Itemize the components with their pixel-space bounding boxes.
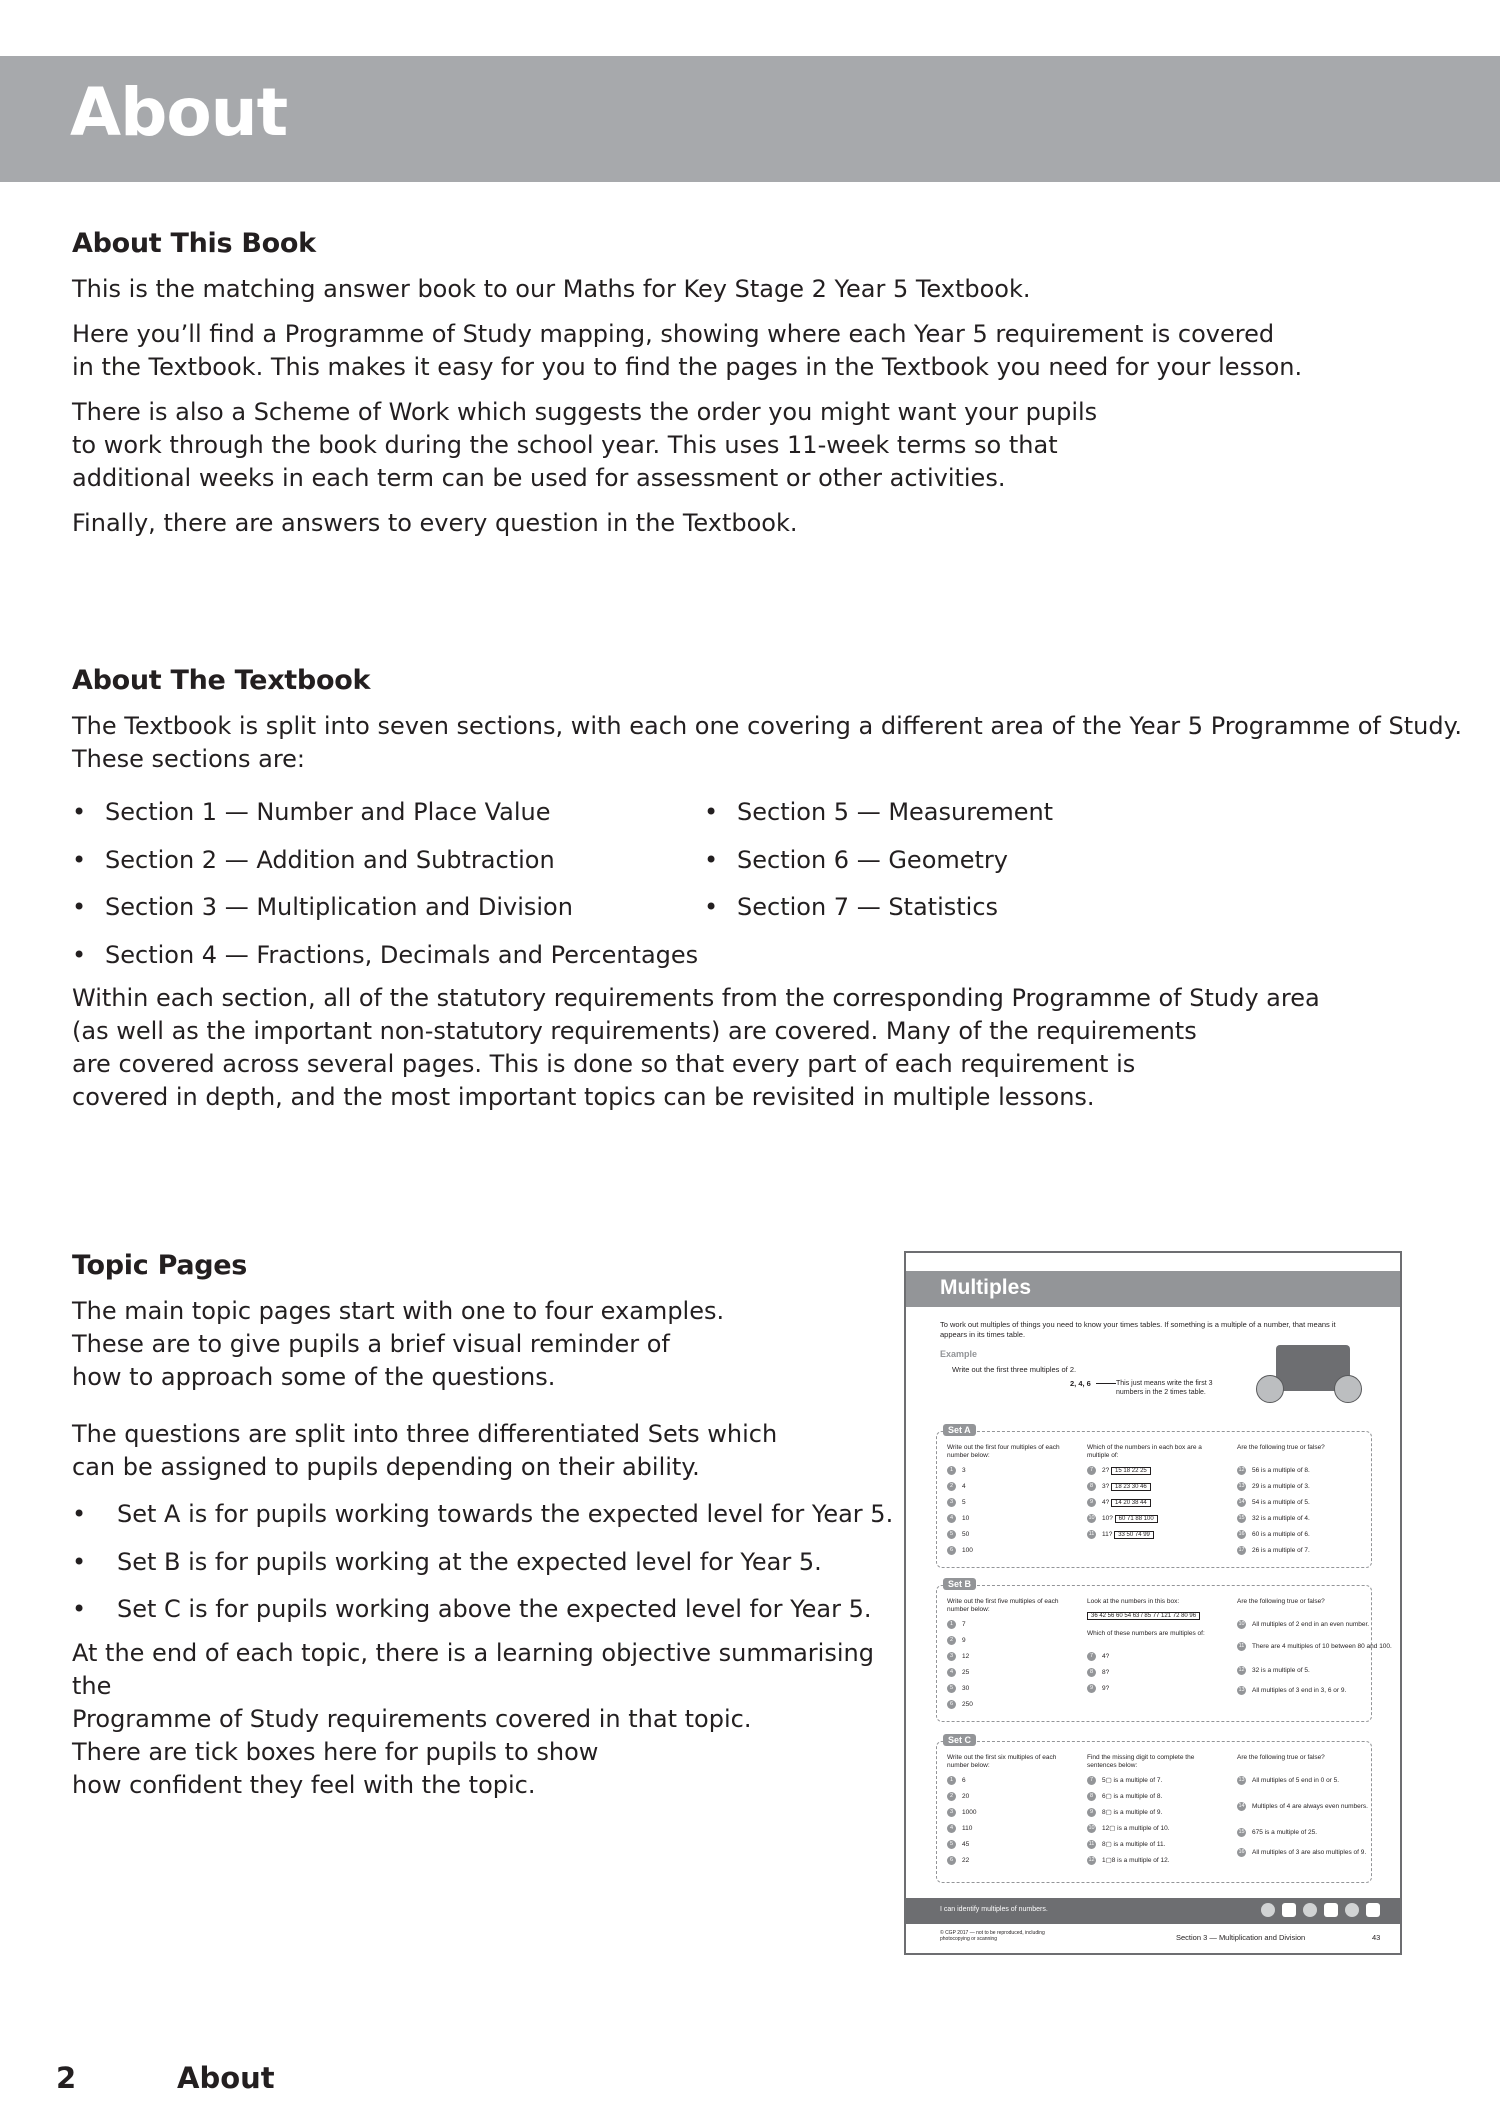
about-textbook-section [72,665,1462,1114]
about-textbook-outro [72,982,1462,1114]
question-row: 1 7 [947,1620,966,1629]
question-row: 2 9 [947,1636,966,1645]
list-item: • Section 6 — Geometry [704,844,1204,877]
question-row: 14 Multiples of 4 are always even numbers. [1238,1803,1368,1811]
sections-list [72,796,1462,986]
text-line: covered in depth, and the most important topics can be revisited in multiple lessons. [72,1083,1095,1111]
question-row: 8 3? 18 23 30 46 [1087,1482,1151,1491]
question-row: 16 All multiples of 3 are also multiples of 9. [1238,1849,1367,1857]
text-line: The main topic pages start with one to four examples. [72,1297,725,1325]
sections-right [704,796,1204,986]
question-row: 16 60 is a multiple of 6. [1238,1531,1310,1539]
text-line: There is also a Scheme of Work which suggests the order you might want your pupils [72,398,1098,426]
list-item: • Set B is for pupils working at the expected level for Year 5. [72,1546,892,1579]
question-row: 11 11? 33 50 74 99 [1087,1530,1154,1539]
arrow-icon [1096,1383,1116,1384]
face-icon [1345,1903,1359,1917]
text-line: The Textbook is split into seven sections, with each one covering a different area of the Year 5 Programme of Study. [72,712,1462,740]
question-row: 9 8▢ is a multiple of 9. [1087,1808,1162,1817]
question-row: 12 32 is a multiple of 5. [1238,1667,1310,1675]
about-book-section [72,228,1462,540]
set-b-label: Set B [943,1578,976,1590]
question-row: 5 45 [947,1840,969,1849]
question-row: 6 250 [947,1700,973,1709]
sections-left [72,796,704,986]
thumbnail-title: Multiples [940,1276,1032,1299]
question-row: 5 30 [947,1684,969,1693]
child-illustration-icon [1256,1375,1284,1403]
topic-pages-p1 [72,1295,892,1394]
about-book-heading: About This Book [72,228,316,259]
question-row: 13 29 is a multiple of 3. [1238,1483,1310,1491]
question-row: 9 4? 14 20 38 44 [1087,1498,1151,1507]
set-a-col1-head: Write out the first four multiples of each number below: [947,1444,1060,1459]
text-line: how to approach some of the questions. [72,1363,556,1391]
question-row: 1 3 [947,1466,966,1475]
set-b-col2-head: Look at the numbers in this box: [1087,1598,1180,1605]
text-line: (as well as the important non-statutory requirements) are covered. Many of the requirements [72,1017,1197,1045]
list-item: • Set C is for pupils working above the expected level for Year 5. [72,1593,892,1626]
example-note: This just means write the first 3 numbers in the 2 times table. [1116,1380,1213,1396]
text-line: are covered across several pages. This is done so that every part of each requirement is [72,1050,1136,1078]
page-title: About [70,74,288,151]
question-row: 12 56 is a multiple of 8. [1238,1467,1310,1475]
set-b-col3-head: Are the following true or false? [1237,1598,1325,1605]
question-row: 2 20 [947,1792,969,1801]
question-row: 8 6▢ is a multiple of 8. [1087,1792,1162,1801]
topic-pages-p2 [72,1418,892,1484]
set-a-col2-head: Which of the numbers in each box are a multiple of: [1087,1444,1202,1459]
question-row: 7 2? 15 18 22 25 [1087,1466,1151,1475]
question-row: 17 26 is a multiple of 7. [1238,1547,1310,1555]
question-row: 6 22 [947,1856,969,1865]
question-row: 8 8? [1087,1668,1109,1677]
about-book-p3 [72,396,1462,495]
thumbnail-section-ref: Section 3 — Multiplication and Division [1176,1933,1306,1942]
question-row: 4 10 [947,1514,969,1523]
question-row: 11 There are 4 multiples of 10 between 80 and 100. [1238,1643,1392,1651]
text-line: These are to give pupils a brief visual reminder of [72,1330,670,1358]
example-page-thumbnail [904,1251,1402,1955]
header-banner [0,56,1500,182]
text-line: The questions are split into three differentiated Sets which [72,1420,778,1448]
about-textbook-intro [72,710,1462,776]
text-line: Here you’ll find a Programme of Study mapping, showing where each Year 5 requirement is covered [72,320,1275,348]
set-b-col2-sub: Which of these numbers are multiples of: [1087,1630,1205,1637]
text-line: These sections are: [72,745,306,773]
thumbnail-copyright: © CGP 2017 — not to be reproduced, including photocopying or scanning [940,1930,1045,1942]
question-row: 12 1▢8 is a multiple of 12. [1088,1857,1170,1865]
question-row: 7 4? [1087,1652,1109,1661]
question-row: 13 All multiples of 3 end in 3, 6 or 9. [1238,1687,1347,1695]
set-c-col1-head: Write out the first six multiples of each number below: [947,1754,1057,1769]
text-line: Within each section, all of the statutory requirements from the corresponding Programme of Study area [72,984,1320,1012]
question-row: 11 8▢ is a multiple of 11. [1088,1841,1166,1849]
set-c-label: Set C [943,1734,976,1746]
number-box: 36 42 56 60 54 63 / 85 77 121 72 80 96 [1087,1612,1200,1620]
list-item: • Section 5 — Measurement [704,796,1204,829]
question-row: 13 All multiples of 5 end in 0 or 5. [1238,1777,1340,1785]
text-line: can be assigned to pupils depending on their ability. [72,1453,700,1481]
question-row: 10 All multiples of 2 end in an even number. [1238,1621,1370,1629]
set-c-col3-head: Are the following true or false? [1237,1754,1325,1761]
confidence-tick-boxes [1261,1903,1380,1917]
text-line: At the end of each topic, there is a learning objective summarising the [72,1638,874,1700]
face-icon [1261,1903,1275,1917]
list-item: • Section 3 — Multiplication and Division [72,891,704,924]
sets-list [72,1498,892,1626]
set-a-box [936,1425,1372,1568]
text-line: how confident they feel with the topic. [72,1770,536,1799]
face-icon [1303,1903,1317,1917]
question-row: 9 9? [1087,1684,1109,1693]
question-row: 3 1000 [947,1808,976,1817]
list-item: • Section 1 — Number and Place Value [72,796,704,829]
list-item: • Section 7 — Statistics [704,891,1204,924]
about-book-p1: This is the matching answer book to our Maths for Key Stage 2 Year 5 Textbook. [72,275,1031,303]
child-illustration-icon [1334,1375,1362,1403]
set-a-label: Set A [943,1424,976,1436]
learning-objective: I can identify multiples of numbers. [940,1906,1048,1913]
topic-pages-heading: Topic Pages [72,1250,248,1281]
list-item: • Section 2 — Addition and Subtraction [72,844,704,877]
tick-box-icon [1282,1903,1296,1917]
question-row: 15 675 is a multiple of 25. [1238,1829,1318,1837]
question-row: 10 12▢ is a multiple of 10. [1088,1825,1170,1833]
thumbnail-intro: To work out multiples of things you need to know your times tables. If something is a multiple of a number, that means it appears in its times table. [940,1320,1336,1339]
topic-pages-p3 [72,1637,892,1802]
about-textbook-heading: About The Textbook [72,665,371,696]
set-c-col2-head: Find the missing digit to complete the sentences below: [1087,1754,1195,1769]
page-number: 2 [56,2061,77,2095]
thumbnail-page-number: 43 [1372,1933,1381,1942]
set-b-col1-head: Write out the first five multiples of each number below: [947,1598,1059,1613]
set-a-col3-head: Are the following true or false? [1237,1444,1325,1451]
text-line: Programme of Study requirements covered in that topic. [72,1704,752,1733]
set-c-box [936,1735,1372,1883]
question-row: 10 10? 60 71 88 100 [1087,1514,1158,1523]
tick-box-icon [1324,1903,1338,1917]
question-row: 15 32 is a multiple of 4. [1238,1515,1310,1523]
tick-box-icon [1366,1903,1380,1917]
question-row: 4 110 [947,1824,972,1833]
text-line: in the Textbook. This makes it easy for you to find the pages in the Textbook you need for your lesson. [72,353,1303,381]
list-item: • Set A is for pupils working towards the expected level for Year 5. [72,1498,892,1531]
question-row: 3 5 [947,1498,966,1507]
example-label: Example [940,1349,978,1359]
question-row: 4 25 [947,1668,969,1677]
text-line: There are tick boxes here for pupils to show [72,1737,599,1766]
thumbnail-banner [906,1271,1400,1307]
question-row: 7 5▢ is a multiple of 7. [1087,1776,1162,1785]
example-answer: 2, 4, 6 [1070,1379,1091,1388]
example-question: Write out the first three multiples of 2. [952,1365,1077,1374]
question-row: 2 4 [947,1482,966,1491]
question-row: 14 54 is a multiple of 5. [1238,1499,1310,1507]
question-row: 5 50 [947,1530,969,1539]
footer-title: About [177,2061,275,2095]
question-row: 1 6 [947,1776,966,1785]
question-row: 6 100 [947,1546,973,1555]
question-row: 3 12 [947,1652,969,1661]
set-b-box [936,1579,1392,1722]
about-book-p4: Finally, there are answers to every question in the Textbook. [72,509,798,537]
text-line: additional weeks in each term can be used for assessment or other activities. [72,464,1006,492]
text-line: to work through the book during the school year. This uses 11-week terms so that [72,431,1058,459]
topic-pages-section [72,1250,892,1802]
about-book-p2 [72,318,1462,384]
list-item: • Section 4 — Fractions, Decimals and Percentages [72,939,704,972]
